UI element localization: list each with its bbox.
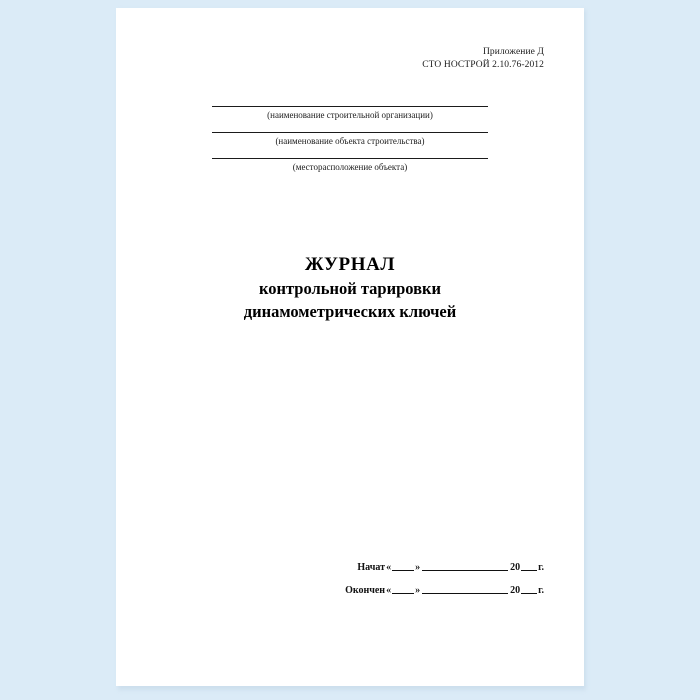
started-label: Начат [357, 562, 386, 573]
field-object-location-rule[interactable] [212, 158, 488, 159]
finished-year-prefix: 20 [510, 585, 521, 596]
document-header [156, 46, 544, 72]
finished-quote-close: » [415, 585, 421, 596]
finished-quote-open: « [386, 585, 392, 596]
title-line-1: ЖУРНАЛ [304, 254, 396, 275]
field-object-location-caption: (месторасположение объекта) [292, 162, 408, 172]
started-quote-close: » [415, 562, 421, 573]
started-year-prefix: 20 [510, 562, 521, 573]
field-object-location [156, 158, 544, 174]
standard-code: СТО НОСТРОЙ 2.10.76-2012 [422, 60, 544, 70]
field-construction-object-caption: (наименование объекта строительства) [275, 136, 425, 146]
started-year-blank[interactable] [521, 570, 537, 571]
document-footer [156, 562, 544, 608]
finished-year-blank[interactable] [521, 593, 537, 594]
appendix-label: Приложение Д [482, 47, 544, 57]
finished-day-blank[interactable] [392, 593, 414, 594]
started-quote-open: « [386, 562, 392, 573]
finished-year-tail: г. [538, 585, 544, 596]
fill-in-fields [156, 106, 544, 174]
footer-started-row [156, 562, 544, 573]
finished-label: Окончен [345, 585, 386, 596]
field-organization [156, 106, 544, 122]
document-page [116, 8, 584, 686]
started-year-tail: г. [538, 562, 544, 573]
field-organization-rule[interactable] [212, 106, 488, 107]
title-line-2: контрольной тарировки [258, 279, 442, 298]
footer-finished-row [156, 585, 544, 596]
field-organization-caption: (наименование строительной организации) [267, 110, 433, 120]
document-title [156, 252, 544, 323]
finished-month-blank[interactable] [422, 593, 508, 594]
started-month-blank[interactable] [422, 570, 508, 571]
field-construction-object [156, 132, 544, 148]
title-line-3: динамометрических ключей [243, 302, 457, 321]
started-day-blank[interactable] [392, 570, 414, 571]
field-construction-object-rule[interactable] [212, 132, 488, 133]
